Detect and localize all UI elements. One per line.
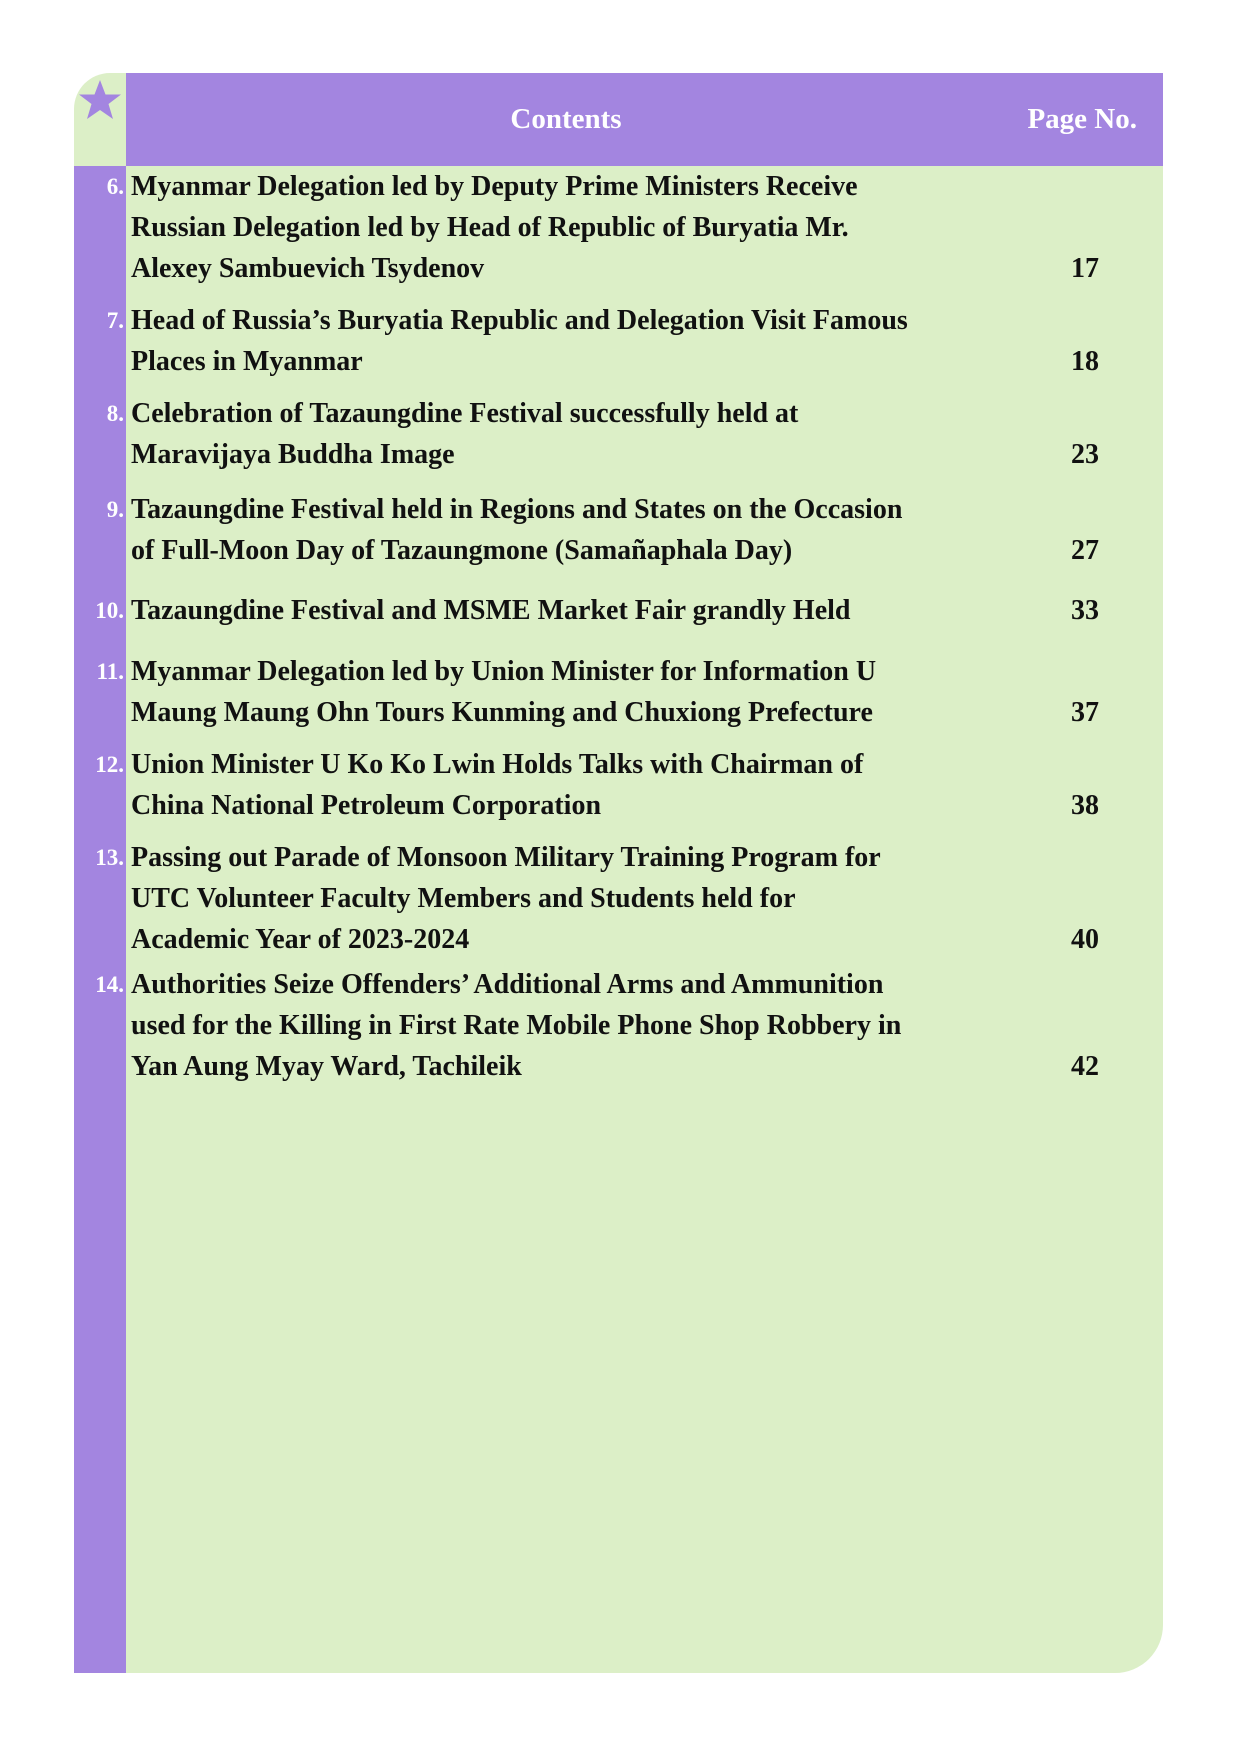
entry-number: 8. [106,401,124,426]
entry-title-line: Passing out Parade of Monsoon Military Training Program for [131,842,881,873]
entry-title-line: UTC Volunteer Faculty Members and Students held for [131,883,796,914]
entry-title-line: Celebration of Tazaungdine Festival successfully held at [131,398,799,429]
entry-title-line: Tazaungdine Festival held in Regions and States on the Occasion [131,494,903,525]
entry-page-number: 23 [1071,439,1099,470]
entry-title-line: Yan Aung Myay Ward, Tachileik [131,1051,522,1082]
entry-title-line: China National Petroleum Corporation [131,790,602,821]
entry-title-line: Academic Year of 2023-2024 [131,924,470,955]
entry-title [131,837,991,960]
toc-entry[interactable] [74,300,1163,382]
entry-page-number: 40 [1071,924,1099,955]
toc-entry[interactable] [74,964,1163,1087]
entry-title [131,651,991,733]
entry-number: 6. [106,174,124,199]
entry-title-line: Myanmar Delegation led by Union Minister for Information U [131,656,877,687]
entry-page-number: 27 [1071,535,1099,566]
entry-number: 14. [95,972,124,997]
entry-number: 7. [106,308,124,333]
entry-number: 13. [95,845,124,870]
page-no-heading: Page No. [1027,103,1137,135]
entry-title-line: Places in Myanmar [131,346,363,377]
star-icon [78,78,122,122]
contents-header [126,73,1163,166]
entry-page-number: 42 [1071,1051,1099,1082]
contents-panel [74,73,1163,1673]
entry-title-line: Union Minister U Ko Ko Lwin Holds Talks with Chairman of [131,749,864,780]
entry-title-line: Authorities Seize Offenders’ Additional Arms and Ammunition [131,969,884,1000]
toc-entry[interactable] [74,837,1163,960]
entry-title [131,489,991,571]
entry-page-number: 18 [1071,346,1099,377]
entry-number: 12. [95,752,124,777]
entry-title-line: Head of Russia’s Buryatia Republic and Delegation Visit Famous [131,305,908,336]
star-corner [74,73,126,166]
entry-number: 11. [96,659,124,684]
entry-title [131,964,991,1087]
entry-title [131,166,991,289]
entry-title-line: Russian Delegation led by Head of Republic of Buryatia Mr. [131,212,849,243]
entry-title-line: Myanmar Delegation led by Deputy Prime Ministers Receive [131,171,858,202]
entry-title [131,744,991,826]
entry-number: 10. [95,598,124,623]
entry-page-number: 33 [1071,595,1099,626]
toc-entry[interactable] [74,489,1163,571]
entry-number: 9. [106,497,124,522]
contents-heading: Contents [510,103,622,135]
entry-title-line: Alexey Sambuevich Tsydenov [131,253,485,284]
entry-title-line: Maung Maung Ohn Tours Kunming and Chuxiong Prefecture [131,697,873,728]
entry-title-line: used for the Killing in First Rate Mobile Phone Shop Robbery in [131,1010,902,1041]
entry-title-line: Tazaungdine Festival and MSME Market Fair grandly Held [131,595,851,626]
toc-entry[interactable] [74,744,1163,826]
toc-entry[interactable] [74,590,1163,631]
entry-title [131,300,991,382]
toc-entry[interactable] [74,393,1163,475]
entry-title [131,590,991,631]
toc-entry[interactable] [74,166,1163,289]
entry-title [131,393,991,475]
toc-entry[interactable] [74,651,1163,733]
entry-title-line: of Full-Moon Day of Tazaungmone (Samañaphala Day) [131,535,793,566]
entry-page-number: 17 [1071,253,1099,284]
entry-title-line: Maravijaya Buddha Image [131,439,455,470]
entry-page-number: 38 [1071,790,1099,821]
entry-page-number: 37 [1071,697,1099,728]
